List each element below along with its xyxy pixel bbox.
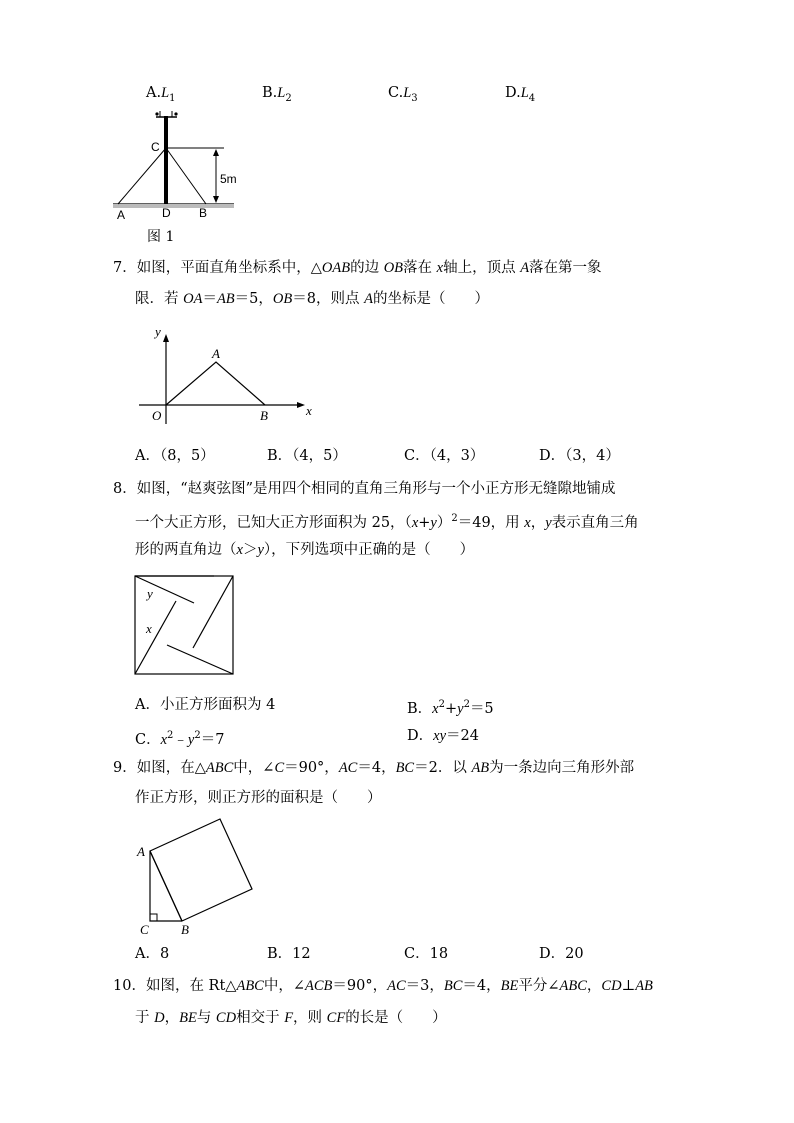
q7-option-d: D．（3，4）	[539, 448, 620, 464]
q8-line2: 一个大正方形，已知大正方形面积为 25，$(x+y)^2=49$，用 x，y表示直角三角	[135, 513, 639, 531]
q8-line3: 形的两直角边（x＞y），下列选项中正确的是（ ）	[135, 542, 475, 558]
q7-option-b: B．（4，5）	[267, 448, 347, 464]
q9-option-b: B．12	[267, 946, 311, 962]
label-b: B	[199, 206, 208, 220]
q7-label-y: y	[155, 324, 161, 339]
q8-option-b: B．$x^2+y^2=5$	[407, 699, 494, 717]
q9-label-c: C	[140, 922, 149, 937]
q10-line2: 于 D，BE与 CD相交于 F，则 CF的长是（ ）	[135, 1010, 447, 1026]
q7-option-c: C．（4，3）	[404, 448, 485, 464]
q9-line2: 作正方形，则正方形的面积是（ ）	[135, 790, 382, 806]
q6-option-c: $C.L_3$	[388, 85, 418, 104]
q8-option-c: C．$x^2﹣y^2=7$	[135, 730, 225, 748]
label-a: A	[117, 208, 126, 222]
label-d: D	[162, 206, 171, 220]
q7-line2: 限．若 OA＝AB＝5，OB＝8，则点 A的坐标是（ ）	[135, 291, 489, 307]
q6-option-d: $D.L_4$	[505, 85, 536, 104]
q9-label-b: B	[181, 922, 189, 937]
q8-line1: 8．如图，“赵爽弦图”是用四个相同的直角三角形与一个小正方形无缝隙地铺成	[113, 481, 616, 497]
q8-label-x: x	[146, 621, 152, 636]
q7-label-x: x	[306, 403, 312, 418]
q6-option-b: $B.L_2$	[262, 85, 292, 104]
q9-option-a: A．8	[135, 946, 170, 962]
q8-option-d: D．xy＝24	[407, 728, 479, 744]
q9-line1: 9．如图，在△ABC中，∠C＝90°，AC＝4，BC＝2．以 AB为一条边向三角形外部	[113, 760, 635, 776]
label-height: 5m	[220, 172, 237, 186]
q7-label-b: B	[260, 408, 268, 423]
q8-label-y: y	[147, 586, 153, 601]
q9-option-c: C．18	[404, 946, 449, 962]
label-c: C	[151, 140, 160, 154]
q6-option-a: $A.L_1$	[146, 85, 176, 104]
q7-option-a: A．（8，5）	[135, 448, 215, 464]
q7-line1: 7．如图，平面直角坐标系中，△OAB的边 OB落在 x轴上，顶点 A落在第一象	[113, 260, 602, 276]
q10-line1: 10．如图，在 Rt△ABC中，∠ACB＝90°，AC＝3，BC＝4，BE平分∠ABC，CD⊥AB	[113, 978, 653, 994]
q9-label-a: A	[137, 844, 145, 859]
q9-option-d: D．20	[539, 946, 584, 962]
q7-label-a: A	[212, 346, 220, 361]
figure-caption: 图 1	[147, 229, 175, 245]
q7-label-o: O	[152, 408, 162, 423]
q8-option-a: A．小正方形面积为 4	[135, 697, 276, 713]
